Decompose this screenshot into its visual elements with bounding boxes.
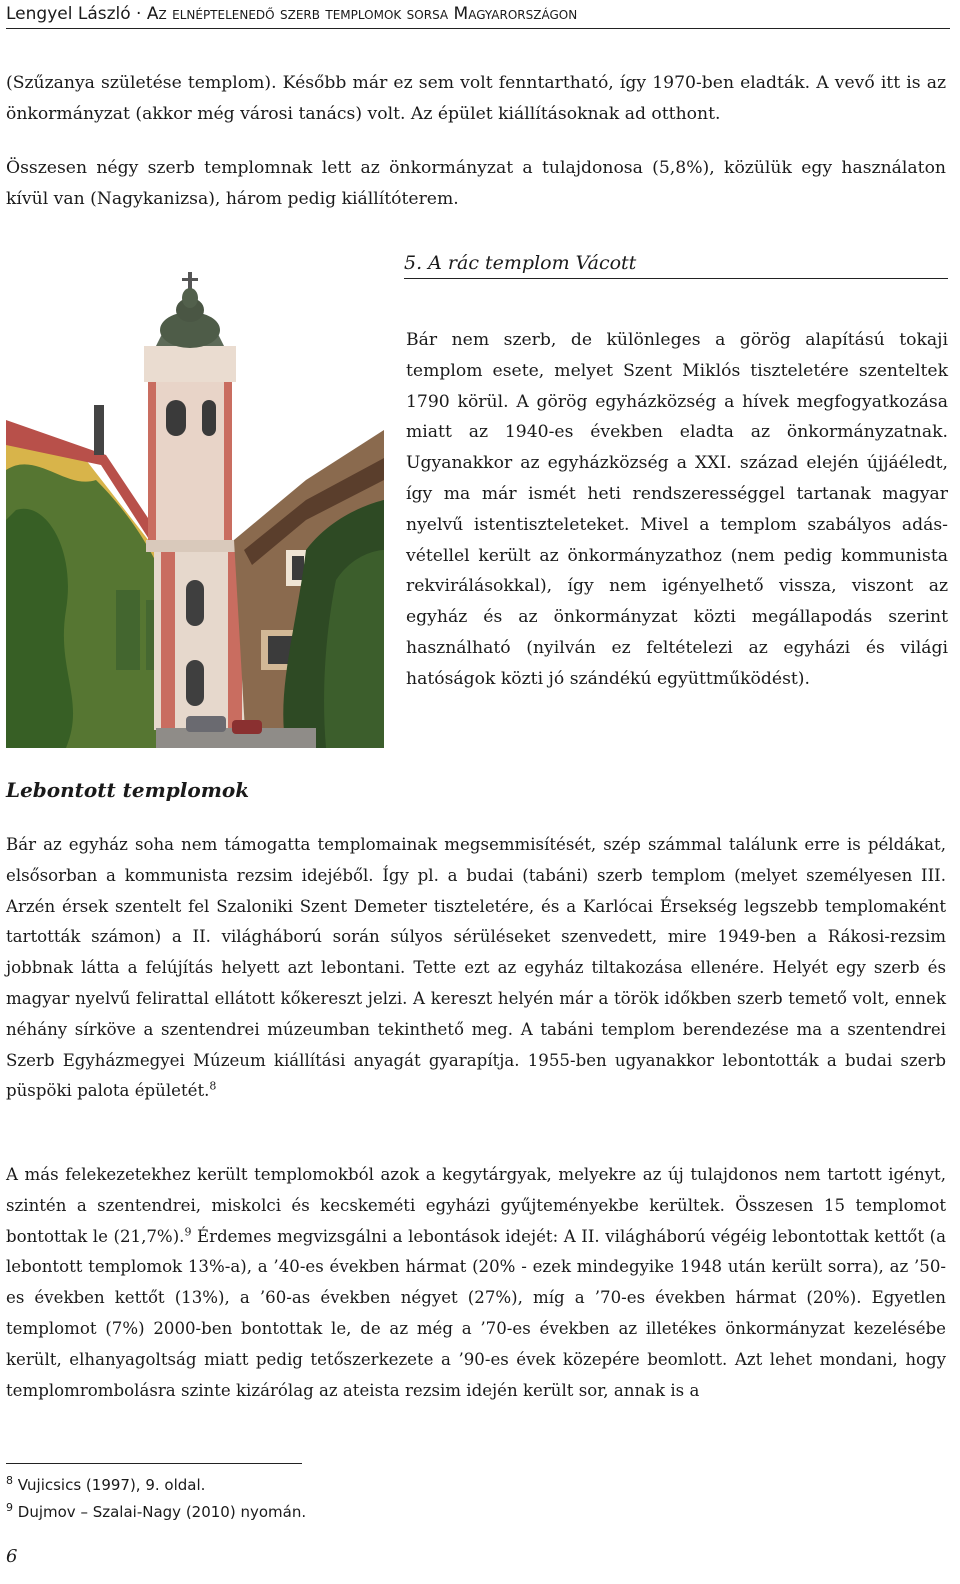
footnote-text: Vujicsics (1997), 9. oldal. [17,1476,206,1494]
intro-paragraph-2: Összesen négy szerb templomnak lett az önkormányzat a tulajdonosa (5,8%), közülük egy használaton kívül van (Nagykanizsa), három pedig kiállítóterem. [6,158,946,209]
footnote-ref-8[interactable]: 8 [209,1079,217,1093]
header-separator: · [130,4,147,24]
lebontott-paragraph-1 [6,830,946,1107]
lebontott-paragraph-2b-text: Érdemes megvizsgálni a lebontások idejét: A II. világháború végéig lebontottak kettőt (a lebontott templomok 13%-a), a ’40-es években hármat (20% - ezek mindegyike 1948 után került sorra), az ’50-es években kettőt (13%), a ’60-as években négyet (27%), míg a ’70-es években hármat (20%). Egyetlen templomot (7%) 2000-ben bontottak le, de az még a ’70-es években az illetékes önkormányzat kezelésébe került, elhanyagoltság miatt pedig tetőszerkezete a ’90-es évek közepére beomlott. Azt lehet mondani, hogy templomrombolásra szinte kizárólag az ateista rezsim idején került sor, annak is a [6,1226,947,1400]
header-title: Az elnéptelenedő szerb templomok sorsa Magyarországon [146,4,578,24]
footnote-text: Dujmov – Szalai-Nagy (2010) nyomán. [17,1503,307,1521]
lebontott-paragraph-1-text: Bár az egyház soha nem támogatta templomainak megsemmisítését, szép számmal találunk erre is példákat, elsősorban a kommunista rezsim idejéből. Így pl. a budai (tabáni) szerb templom (melyet személyesen III. Arzén érsek szentelt fel Szaloniki Szent Demeter tiszteletére, és a Karlócai Érsekség legszebb templomaként tartották számon) a II. világháború során súlyos sérüléseket szenvedett, mire 1949-ben a Rákosi-rezsim jobbnak látta a felújítás helyett azt lebontani. Tette ezt az egyház tiltakozása ellenére. Helyét egy szerb és magyar nyelvű felirattal ellátott kőkereszt jelzi. A kereszt helyén már a török időkben szerb temető volt, ennek néhány sírköve a szentendrei múzeumban tekinthető meg. A tabáni templom berendezése ma a szentendrei Szerb Egyházmegyei Múzeum kiállítási anyagát gyarapítja. 1955-ben ugyanakkor lebontották a budai szerb püspöki palota épületét. [6,835,946,1101]
church-photo [6,250,384,748]
footnote-separator [6,1463,302,1464]
lebontott-paragraph-2 [6,1160,946,1406]
section-title-5: 5. A rác templom Vácott [404,252,948,279]
footnote-9 [6,1503,306,1521]
intro-paragraph-1: (Szűzanya születése templom). Később már ez sem volt fenntartható, így 1970-ben eladták. A vevő itt is az önkormányzat (akkor még városi tanács) volt. Az épület kiállításoknak ad otthont. [6,73,946,124]
header-author: Lengyel László [6,4,131,24]
subheading-lebontott-templomok: Lebontott templomok [6,778,250,802]
running-header [6,4,950,29]
footnote-number: 8 [6,1474,13,1487]
footnote-ref-9[interactable]: 9 [184,1225,192,1239]
page-number: 6 [6,1546,18,1567]
footnote-8 [6,1476,205,1494]
section-5-text: Bár nem szerb, de különleges a görög alapítású tokaji templom esete, melyet Szent Miklós tiszteletére szenteltek 1790 körül. A görög egyházközség a hívek megfogyatkozása miatt az 1940-es években eladta az önkormányzatnak. Ugyanakkor az egyházközség a XXI. század elején újjáéledt, így ma már ismét heti rendszerességgel tartanak magyar nyelvű istentiszteleteket. Mivel a templom szabályos adás-vétellel került az önkormányzathoz (nem pedig kommunista rekvirálásokkal), így nem igényelhető vissza, viszont az egyház és az önkormányzat közti megállapodás szerint használható (nyilván ez feltételezi az egyházi és világi hatóságok közti jó szándékú együttműködést). [406,330,948,689]
footnote-number: 9 [6,1501,13,1514]
lebontott-paragraph-2a-text: A más felekezetekhez került templomokból azok a kegytárgyak, melyekre az új tulajdonos nem tartott igényt, szintén a szentendrei, miskolci és kecskeméti egyházi gyűjteményekbe kerültek. Összesen 15 templomot bontottak le (21,7%). [6,1165,946,1246]
